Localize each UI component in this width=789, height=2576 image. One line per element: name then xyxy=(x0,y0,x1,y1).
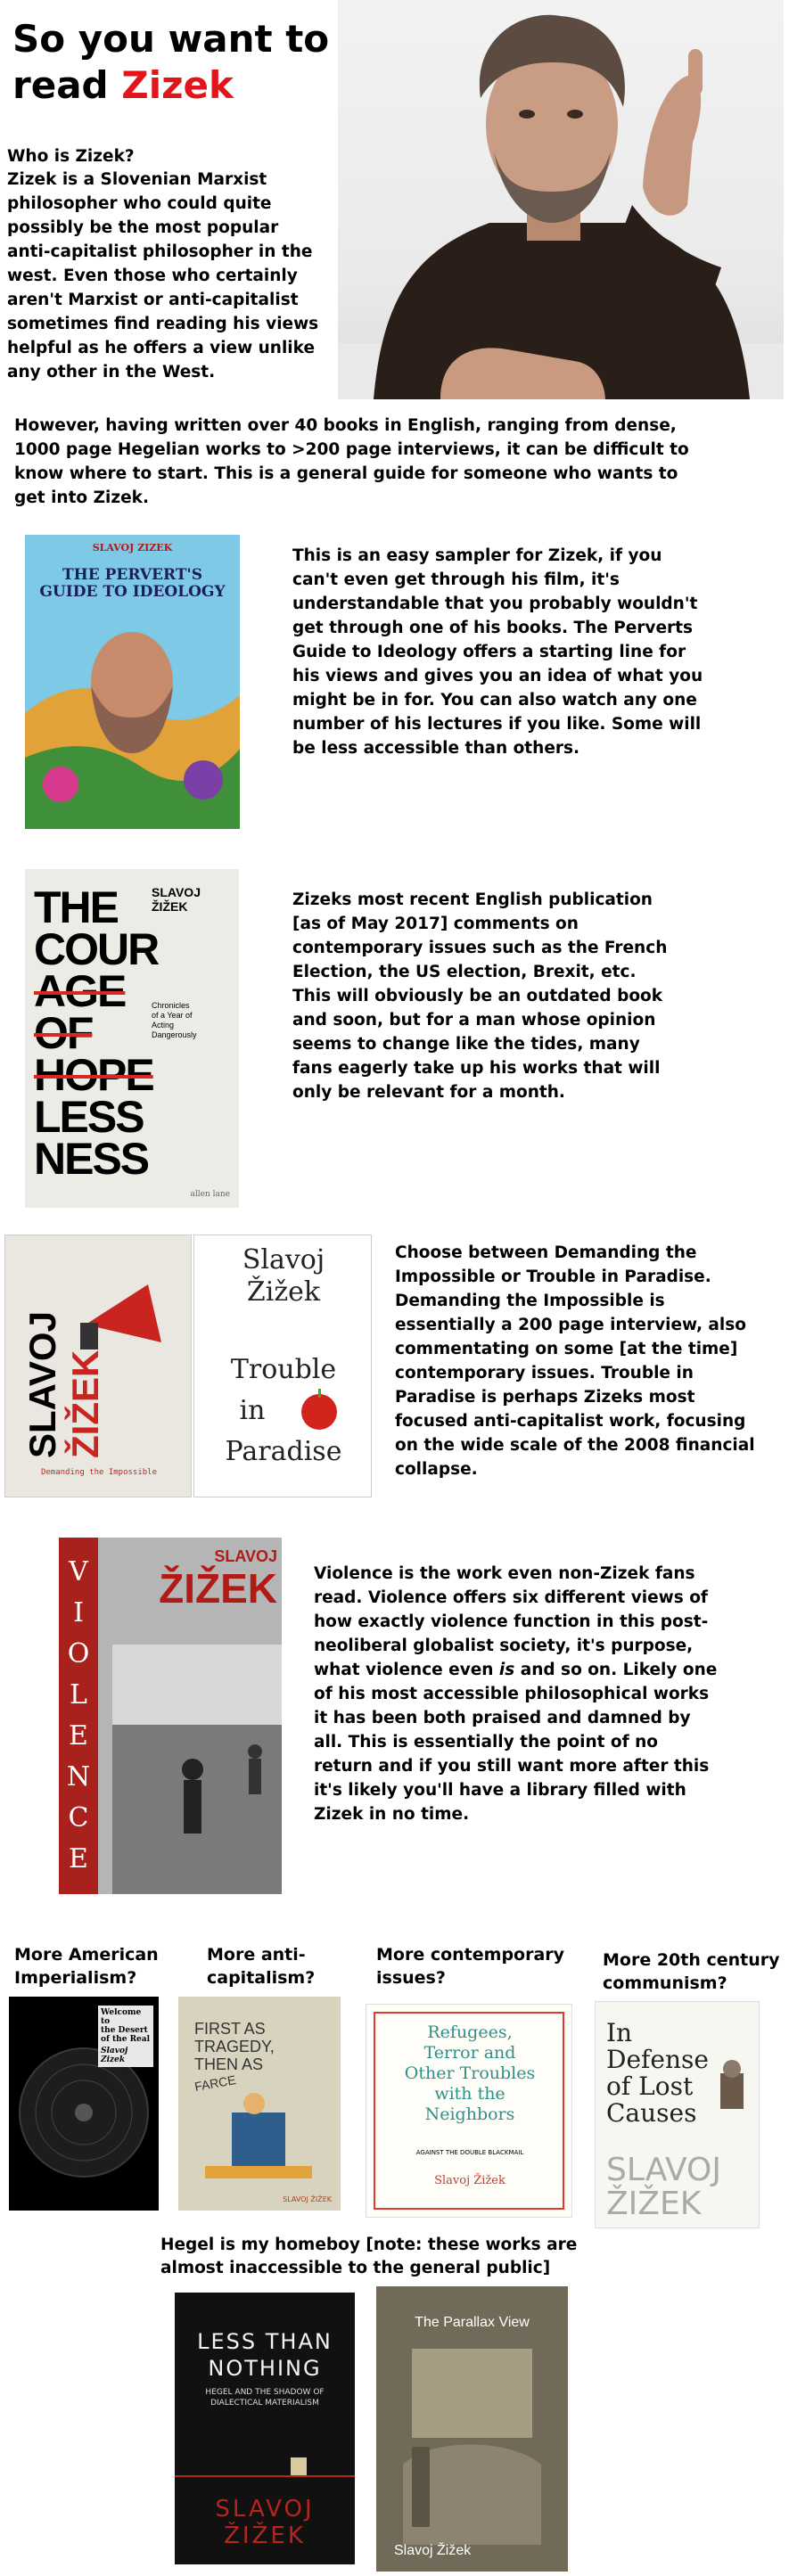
book-cover-courage-of-hopelessness xyxy=(25,869,239,1208)
cover-title: In Defense of Lost Causes xyxy=(606,2018,709,2128)
violence-paragraph: Violence is the work even non-Zizek fans read. Violence offers six different views of how exactly violence function in this post- neoliberal globalist society, it's purpose, what violence even is and so on. Likely one of his most accessible philosophical works it has been both praised and damned by all. This is essentially the point of no return and if you still want more after this it's likely you'll have a library filled with Zizek in no time. xyxy=(314,1564,718,1824)
cover-title: Refugees, Terror and Other Troubles with the Neighbors xyxy=(404,2022,536,2124)
cover-word: COUR xyxy=(34,924,159,974)
book-cover-perverts-guide xyxy=(25,535,240,829)
guide-paragraph: However, having written over 40 books in English, ranging from dense, 1000 page Hegelian works to >200 page interviews, it can be difficult to know where to start. This is a general guide for someone who wants to get into Zizek. xyxy=(14,416,689,507)
cover-title: The Parallax View xyxy=(415,2315,530,2330)
cover-subtitle: AGAINST THE DOUBLE BLACKMAIL xyxy=(415,2149,524,2156)
title-line-1: So you want to xyxy=(12,17,330,61)
cover-author-surname: ŽIŽEK xyxy=(64,1350,106,1458)
cover-title: LESS THAN NOTHING xyxy=(197,2329,333,2381)
book-cover-demanding-the-impossible xyxy=(4,1235,192,1497)
more-contemporary-heading: More contemporary issues? xyxy=(376,1945,565,1988)
cover-author: SLAVOJ ŽIŽEK xyxy=(215,2496,315,2549)
cover-author: Slavoj Žižek xyxy=(242,1244,325,1308)
title-line-2: read Zizek xyxy=(12,63,234,107)
author-photo xyxy=(338,0,784,399)
cover-subtitle: Chronicles of a Year of Acting Dangerously xyxy=(152,1001,197,1039)
more-capitalism-heading: More anti- capitalism? xyxy=(207,1945,316,1988)
cover-word: LESS xyxy=(34,1092,144,1142)
cover-title: V I O L E N C E xyxy=(66,1556,91,1875)
cover-author: SLAVOJ ŽIŽEK xyxy=(606,2152,722,2222)
cover-word: HOPE xyxy=(34,1050,153,1100)
book-cover-first-as-tragedy xyxy=(178,1997,341,2211)
cover-title: THE PERVERT'S GUIDE TO IDEOLOGY xyxy=(39,566,226,601)
cover-author: SLAVOJ xyxy=(21,1311,63,1458)
cover-word: OF xyxy=(34,1008,93,1058)
cover-subtitle: Demanding the Impossible xyxy=(40,1468,158,1477)
who-heading: Who is Zizek? xyxy=(7,147,135,166)
book-cover-refugees-terror xyxy=(366,2004,572,2218)
book-cover-less-than-nothing xyxy=(175,2293,355,2564)
more-american-heading: More American Imperialism? xyxy=(14,1945,159,1988)
hegel-heading: Hegel is my homeboy [note: these works are almost inaccessible to the general public] xyxy=(160,2236,578,2277)
who-paragraph: Zizek is a Slovenian Marxist philosopher who could quite possibly be the most popular anti-capitalist philosopher in the west. Even those who certainly aren't Marxist or anti-capitalist sometimes find reading his views helpful as he offers a view unlike any other in the West. xyxy=(7,170,319,381)
courage-paragraph: Zizeks most recent English publication [as of May 2017] comments on contemporary issues such as the French Election, the US election, Brexit, etc. This will obviously be an outdated book and soon, but for a man whose opinion seems to change like the tides, many fans eagerly take up his works that will only be relevant for a month. xyxy=(292,890,668,1102)
cover-author: SLAVOJ ŽIŽEK xyxy=(159,1547,277,1612)
title-name: Zizek xyxy=(121,63,234,107)
cover-author: SLAVOJ ZIZEK xyxy=(92,542,173,554)
cover-title: Trouble in Paradise xyxy=(225,1354,342,1467)
cover-author: Slavoj Žižek xyxy=(394,2543,472,2558)
cover-word: AGE xyxy=(34,966,126,1016)
pervert-paragraph: This is an easy sampler for Zizek, if you can't even get through his film, it's understandable that you probably wouldn't get through one of his books. The Perverts Guide to Ideology offers a starting line for his views and gives you an idea of what you might be in for. You can also watch any one number of his lectures if you like. Some will be less accessible than others. xyxy=(292,546,703,758)
demanding-paragraph: Choose between Demanding the Impossible or Trouble in Paradise. Demanding the Impossible is essentially a 200 page interview, also commentating on some [at the time] contemporary issues. Trouble in Paradise is perhaps Zizeks most focused anti-capitalist work, focusing on the wide scale of the 2008 financial collapse. xyxy=(395,1243,755,1479)
cover-title: FIRST AS TRAGEDY, THEN AS FARCE xyxy=(193,2020,275,2094)
cover-author: Slavoj Žižek xyxy=(434,2174,505,2187)
page-title xyxy=(12,16,329,109)
book-cover-parallax-view xyxy=(376,2286,568,2572)
cover-word: THE xyxy=(34,882,118,932)
cover-author: SLAVOJ ŽIŽEK xyxy=(152,885,201,914)
more-communism-heading: More 20th century communism? xyxy=(603,1950,780,1993)
book-cover-welcome-to-the-desert xyxy=(9,1997,159,2211)
cover-publisher: allen lane xyxy=(190,1190,230,1199)
book-cover-violence xyxy=(59,1538,282,1894)
cover-title: Welcome to the Desert of the Real Slavoj Zizek xyxy=(98,2006,153,2067)
cover-author: SLAVOJ ŽIŽEK xyxy=(283,2195,332,2203)
book-cover-in-defense-of-lost-causes xyxy=(595,2001,760,2228)
cover-subtitle: HEGEL AND THE SHADOW OF DIALECTICAL MATERIALISM xyxy=(205,2388,325,2408)
book-cover-trouble-in-paradise xyxy=(193,1235,372,1497)
cover-word: NESS xyxy=(34,1134,149,1184)
